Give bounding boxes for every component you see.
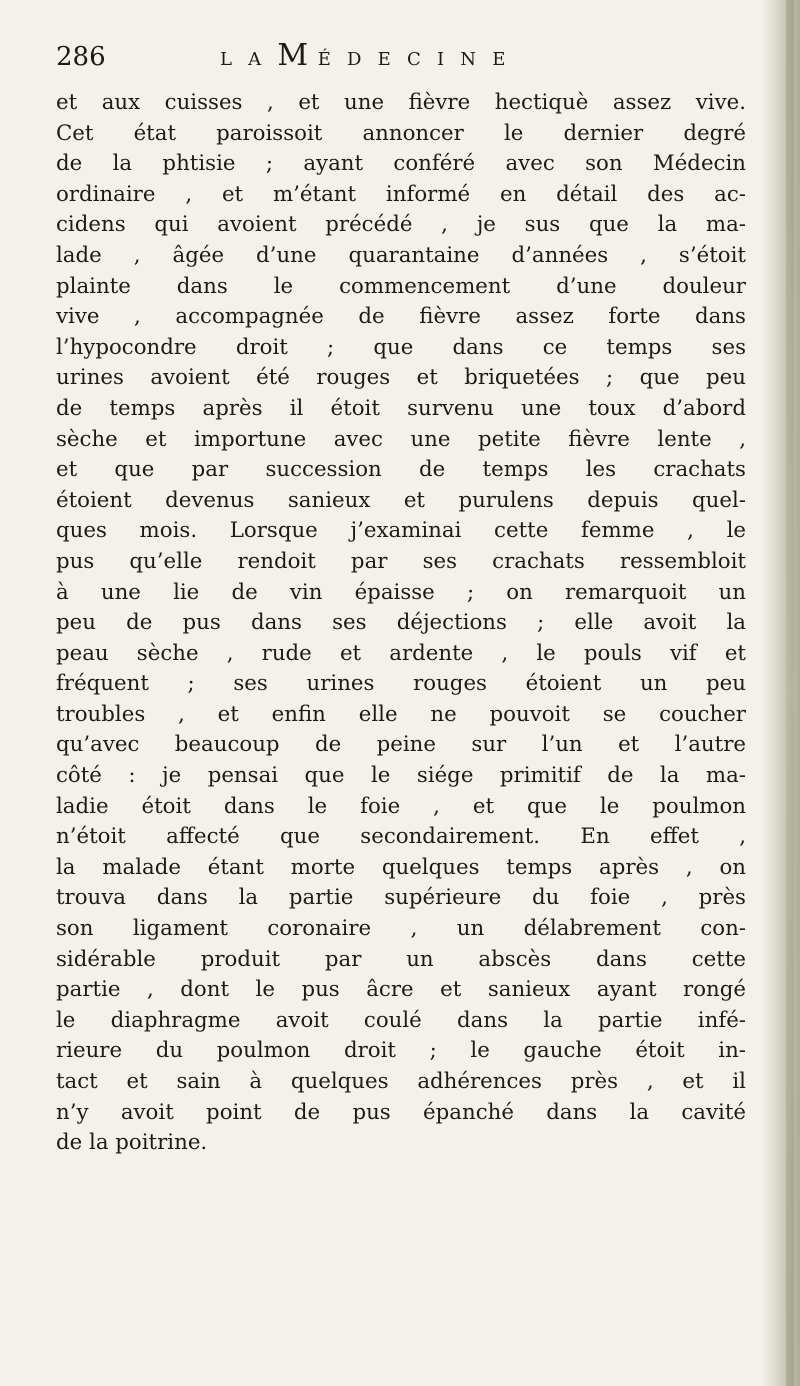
text-line: troubles , et enfin elle ne pouvoit se coucher xyxy=(56,701,746,727)
text-line-last: de la poitrine. xyxy=(56,1130,208,1156)
page-edge-shadow xyxy=(762,0,800,1386)
text-line: la malade étant morte quelques temps après , on xyxy=(56,854,746,880)
body-text xyxy=(56,88,746,1159)
text-line: urines avoient été rouges et briquetées ; que peu xyxy=(56,365,746,391)
text-line: son ligament coronaire , un délabrement con- xyxy=(56,916,746,942)
text-line: partie , dont le pus âcre et sanieux ayant rongé xyxy=(56,977,746,1003)
running-head-m: M xyxy=(277,38,318,73)
page-edge-stain xyxy=(786,0,794,1386)
text-line: peau sèche , rude et ardente , le pouls vif et xyxy=(56,640,746,666)
text-line: sèche et importune avec une petite fièvre lente , xyxy=(56,426,746,452)
text-line: n’étoit affecté que secondairement. En effet , xyxy=(56,824,746,850)
text-line: côté : je pensai que le siége primitif de la ma- xyxy=(56,763,746,789)
text-line: de la phtisie ; ayant conféré avec son Médecin xyxy=(56,151,746,177)
text-line: fréquent ; ses urines rouges étoient un peu xyxy=(56,671,746,697)
running-head xyxy=(220,38,522,73)
text-line: plainte dans le commencement d’une douleur xyxy=(56,273,746,299)
running-head-l: L xyxy=(220,49,249,70)
text-line: de temps après il étoit survenu une toux d’abord xyxy=(56,395,746,421)
text-line: qu’avec beaucoup de peine sur l’un et l’autre xyxy=(56,732,746,758)
text-line: ladie étoit dans le foie , et que le poulmon xyxy=(56,793,746,819)
page-number: 286 xyxy=(56,42,106,72)
text-line: le diaphragme avoit coulé dans la partie infé- xyxy=(56,1007,746,1033)
text-line: sidérable produit par un abscès dans cette xyxy=(56,946,746,972)
text-line: et que par succession de temps les crachats xyxy=(56,457,746,483)
page-header xyxy=(56,38,746,88)
text-line: et aux cuisses , et une fièvre hectiquè assez vive. xyxy=(56,90,746,115)
text-line: cidens qui avoient précédé , je sus que la ma- xyxy=(56,212,746,238)
text-line: à une lie de vin épaisse ; on remarquoit un xyxy=(56,579,746,605)
text-line: l’hypocondre droit ; que dans ce temps ses xyxy=(56,334,746,360)
text-line: ques mois. Lorsque j’examinai cette femme , le xyxy=(56,518,746,544)
text-line: trouva dans la partie supérieure du foie , près xyxy=(56,885,746,911)
running-head-rest: ÉDECINE xyxy=(317,49,522,70)
text-line: vive , accompagnée de fièvre assez forte dans xyxy=(56,304,746,330)
text-line: Cet état paroissoit annoncer le dernier degré xyxy=(56,120,746,146)
text-line: étoient devenus sanieux et purulens depuis quel- xyxy=(56,487,746,513)
text-line: lade , âgée d’une quarantaine d’années , s’étoit xyxy=(56,242,746,268)
text-line: pus qu’elle rendoit par ses crachats ressembloit xyxy=(56,548,746,574)
text-line: peu de pus dans ses déjections ; elle avoit la xyxy=(56,610,746,636)
text-line: n’y avoit point de pus épanché dans la cavité xyxy=(56,1099,746,1125)
running-head-a: A xyxy=(248,49,278,70)
text-line: rieure du poulmon droit ; le gauche étoit in- xyxy=(56,1038,746,1064)
text-line: ordinaire , et m’étant informé en détail des ac- xyxy=(56,181,746,207)
text-line: tact et sain à quelques adhérences près , et il xyxy=(56,1069,746,1094)
